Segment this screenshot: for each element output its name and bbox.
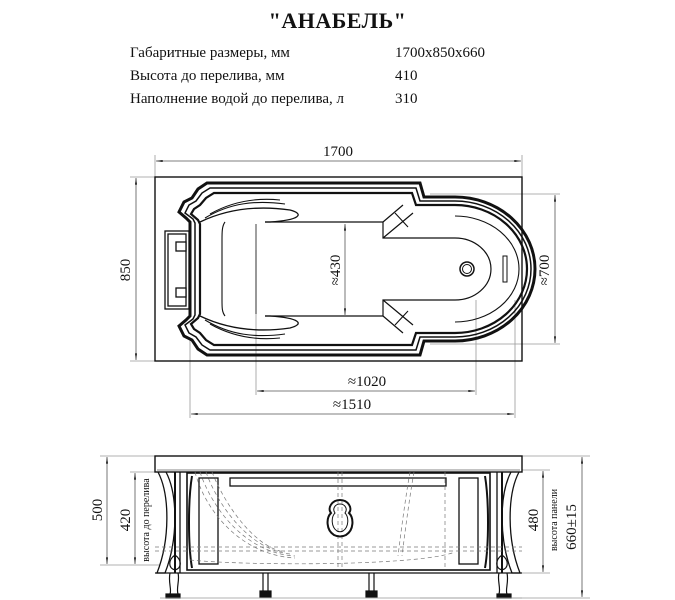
dim-width: 850 [118,258,134,282]
dim-overflow-height: 420 [118,508,134,532]
dim-bowl-width: ≈700 [537,254,553,286]
front-view [90,456,590,598]
dim-bottom-length: ≈1020 [347,374,387,390]
panel-height-label: высота панели [549,488,560,552]
dim-total-height: 660±15 [564,504,580,550]
overflow-height-label: высота до перелива [141,478,152,562]
spec-value-water-volume: 310 [395,91,418,107]
spec-label-overflow-height: Высота до перелива, мм [130,68,285,84]
top-view [118,144,560,418]
spec-label-dimensions: Габаритные размеры, мм [130,45,290,61]
spec-value-overflow-height: 410 [395,68,418,84]
dim-inner-width: ≈430 [328,254,344,286]
dim-rim-height: 500 [90,498,106,522]
spec-label-water-volume: Наполнение водой до перелива, л [130,91,344,107]
product-title: "АНАБЕЛЬ" [268,8,407,33]
dim-panel-height: 480 [526,508,542,532]
spec-value-dimensions: 1700x850x660 [395,45,485,61]
dim-bowl-length: ≈1510 [332,397,372,413]
dim-length: 1700 [323,144,353,160]
